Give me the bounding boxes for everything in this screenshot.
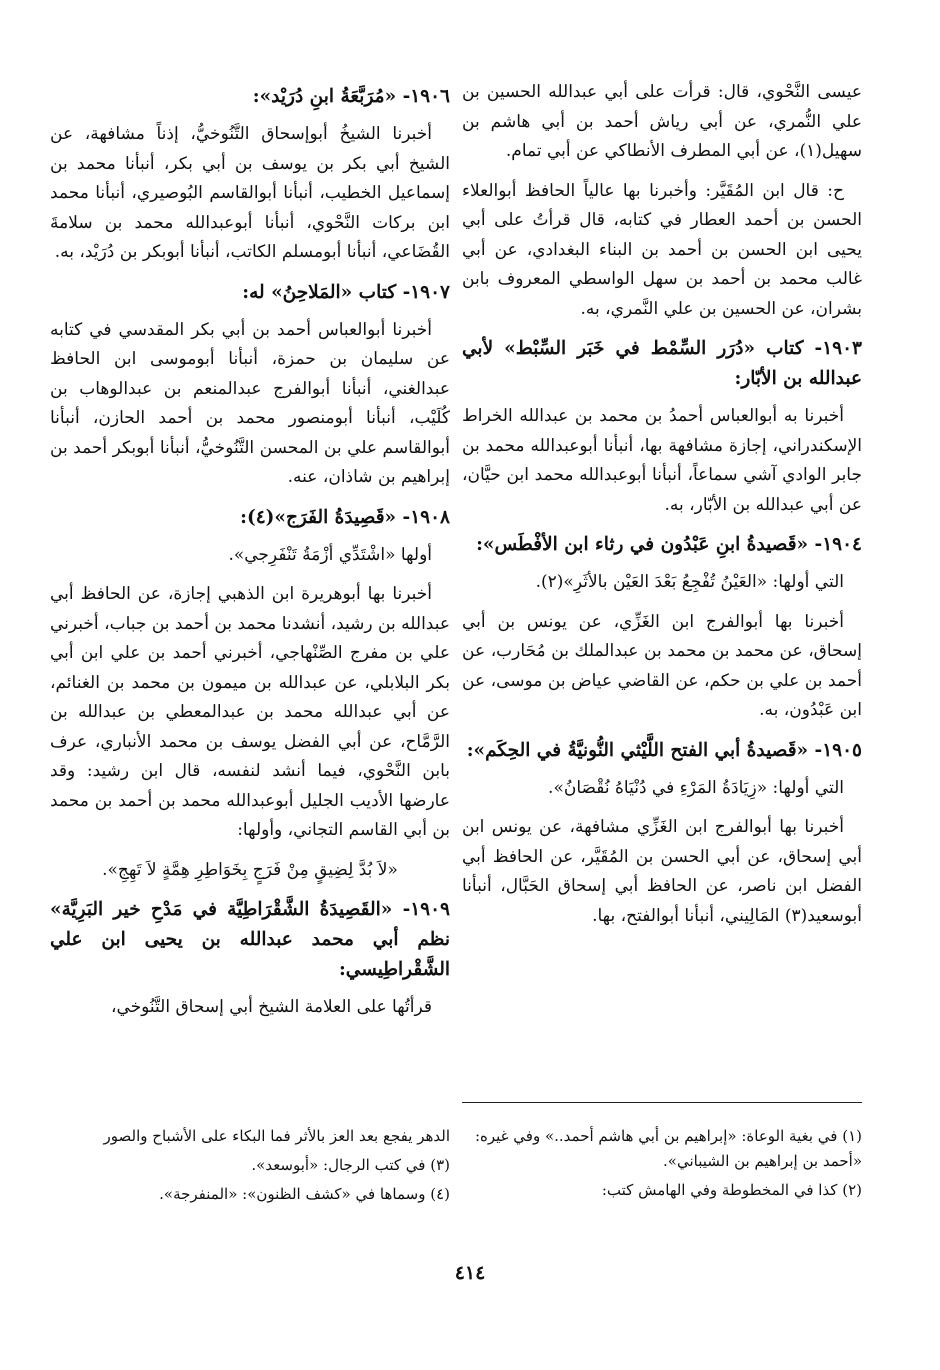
footnote: (٣) في كتب الرجال: «أبوسعد». — [251, 1156, 450, 1174]
entry-heading: ١٩٠٦- «مُرَبَّعَةُ ابنِ دُرَيْد»: — [252, 86, 450, 107]
paragraph: أخبرنا أبوالعباس أحمد بن أبي بكر المقدسي في كتابه عن سليمان بن حمزة، أنبأنا أبوموسى ابن الحافظ عبدالغني، أنبأنا أبوالفرج عبدالمنعم بن عبدالوهاب بن كُلَيْب، أنبأنا أبومنصور محمد بن أحمد الحازن، أنبأنا أبوالقاسم علي بن المحسن التَّنُوخيُّ، أنبأنا أبوبكر أحمد بن إبراهيم بن شاذان، عنه. — [50, 319, 450, 487]
entry-heading: ١٩٠٥- «قَصيدةُ أبي الفتح اللَّيْثي النُّونيَّةُ في الحِكَم»: — [466, 739, 862, 761]
footnote: (٢) كذا في المخطوطة وفي الهامش كتب: — [601, 1181, 862, 1199]
verse-line: «لاَ بُدَّ لِضِيقٍ مِنْ فَرَجٍ بِخَوَاطِرِ هِمَّةٍ لاَ تَهِجِ». — [102, 859, 398, 880]
page-number: ٤١٤ — [454, 1262, 486, 1284]
paragraph: التي أولها: «العَيْنُ تُفْجِعُ بَعْدَ العَيْن بالأثَرِ»(٢). — [535, 572, 844, 592]
footnote: (١) في بغية الوعاة: «إبراهيم بن أبي هاشم أحمد..» وفي غيره: «أحمد بن إبراهيم بن الشيباني». — [474, 1127, 862, 1170]
entry-heading: ١٩٠٣- كتاب «دُرَر السِّمْط في خَبَر السِّبْط» لأبي عبدالله بن الأبّار: — [462, 338, 862, 389]
footnotes-right — [462, 1124, 862, 1207]
paragraph: أخبرنا بها أبوهريرة ابن الذهبي إجازة، عن الحافظ أبي عبدالله بن رشيد، أنشدنا محمد بن أحمد بن جباب، أخبرني علي بن مفرج الصِّنْهاجي، أخبرني أحمد بن علي ابن أبي بكر البلابلي، عن عبدالله بن ميمون بن محمد بن الغنائم، عن أبي عبدالله محمد بن عبدالمعطي بن عبدالله بن الرَّمَّاح، عن أبي الفضل يوسف بن محمد الأنباري، عرف بابن النَّحْوي، فيما أنشد لنفسه، قال ابن رشيد: وقد عارضها الأديب الجليل أبوعبدالله محمد بن أحمد بن محمد بن أبي القاسم التجاني، وأولها: — [50, 584, 450, 840]
entry-heading: ١٩٠٨- «قَصِيدَةُ الفَرَج»(٤): — [240, 506, 450, 528]
footnotes-left — [50, 1124, 450, 1211]
paragraph: أخبرنا بها أبوالفرج ابن الغَزِّي، عن يونس بن أبي إسحاق، عن محمد بن محمد بن عبدالملك بن مُحَارب، عن أحمد بن علي بن حكم، عن القاضي عياض بن موسى، عن ابن عَبْدُون، به. — [462, 611, 862, 720]
paragraph: التي أولها: «زِيَادَةُ المَرْءِ في دُنْيَاهُ نُقْصَانُ». — [548, 777, 844, 798]
entry-heading: ١٩٠٧- كتاب «المَلاحِنُ» له: — [242, 281, 450, 303]
entry-heading: ١٩٠٤- «قَصيدةُ ابنِ عَبْدُون في رثاء ابن الأفْطَس»: — [476, 534, 862, 555]
paragraph: ح: قال ابن المُقَيَّر: وأخبرنا بها عالياً الحافظ أبوالعلاء الحسن بن أحمد العطار في كتابه، قال قرأتُ على أبي يحيى ابن الحسن بن أحمد بن البناء البغدادي، عن أبي غالب محمد بن أحمد بن سهل الواسطي المعروف بابن بشران، عن الحسين بن علي النَّمري، به. — [462, 180, 862, 319]
paragraph: أخبرنا بها أبوالفرج ابن الغَزِّي مشافهة، عن يونس ابن أبي إسحاق، عن أبي الحسن بن المُقَيَّر، عن الحافظ أبي الفضل ابن ناصر، عن الحافظ أبي إسحاق الحَبَّال، أنبأنا أبوسعيد(٣) المَالِيني، أنبأنا أبوالفتح، بها. — [462, 817, 862, 926]
footnote-divider — [462, 1102, 862, 1103]
left-column — [50, 78, 450, 1033]
paragraph: أخبرنا الشيخُ أبوإسحاق التَّنُوخيُّ، إذناً مشافهة، عن الشيخ أبي بكر بن يوسف بن أبي بكر، أنبأنا محمد بن إسماعيل الخطيب، أنبأنا أبوالقاسم البُوصيري، أنبأنا محمد ابن بركات النَّحْوي، أنبأنا أبوعبدالله محمد بن سلامةَ القُضَاعي، أنبأنا أبومسلم الكاتب، أنبأنا أبوبكر بن دُرَيْد، به. — [50, 124, 450, 262]
paragraph: أخبرنا به أبوالعباس أحمدُ بن محمد بن عبدالله الخراط الإسكندراني، إجازة مشافهة بها، أنبأنا أبوعبدالله محمد بن جابر الوادي آشي سماعاً، أنبأنا أبوعبدالله محمد ابن حيَّان، عن أبي عبدالله بن الأبّار، به. — [462, 406, 862, 515]
paragraph: قرأتُها على العلامة الشيخ أبي إسحاق التَّنُوخي، — [110, 997, 432, 1017]
entry-heading: ١٩٠٩- «القَصِيدَةُ الشَّقْرَاطِيَّة في مَدْحِ خير البَرِيَّة» نظم أبي محمد عبدالله بن يحيى ابن علي الشَّقْراطِيسي: — [50, 899, 450, 980]
paragraph: أولها «اشْتَدِّي أزْمَةُ تَنْفَرِجي». — [228, 544, 432, 565]
right-column — [462, 78, 862, 941]
paragraph: عيسى النَّحْوي، قال: قرأت على أبي عبدالله الحسين بن علي النُّمري، عن أبي رياش أحمد بن أبي هاشم بن سهيل(١)، عن أبي المطرف الأنطاكي عن أبي تمام. — [462, 82, 862, 161]
footnote: الدهر يفجع بعد العز بالأثر فما البكاء على الأشباح والصور — [103, 1127, 450, 1145]
footnote: (٤) وسماها في «كشف الظنون»: «المنفرجة». — [159, 1185, 450, 1203]
